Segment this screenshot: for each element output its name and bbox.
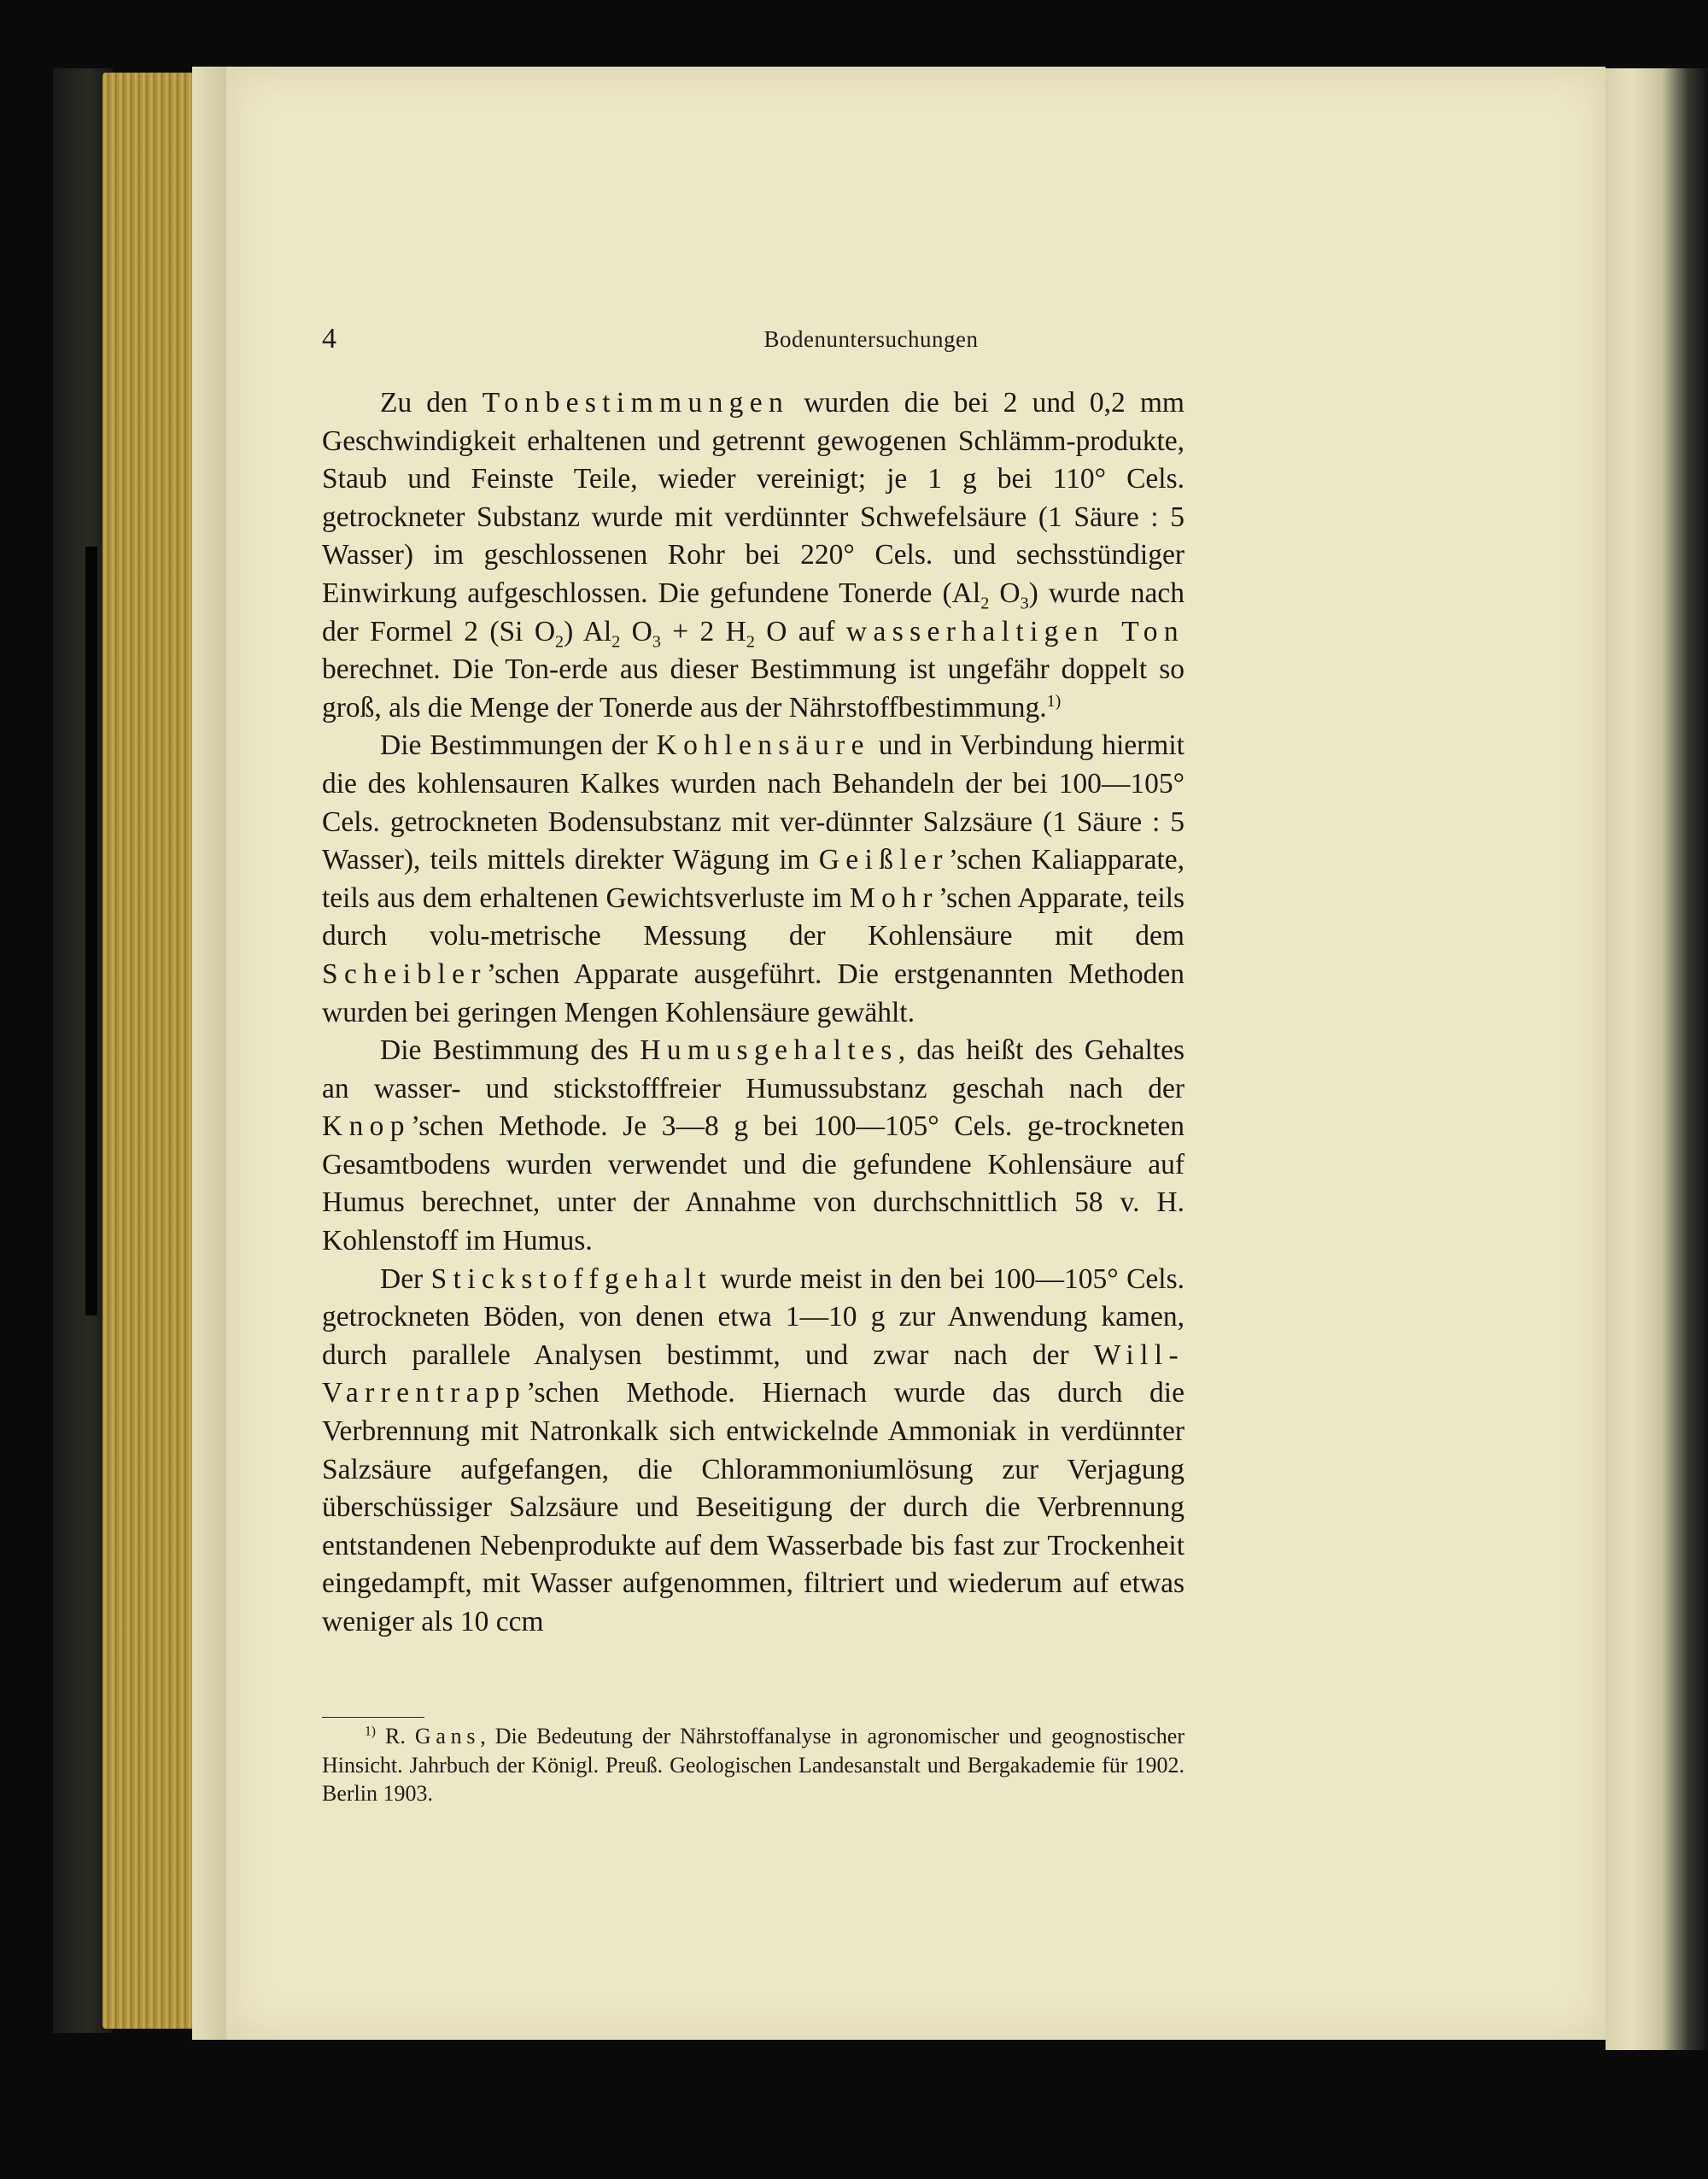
gilt-page-edges bbox=[102, 73, 192, 2029]
emphasis-term: Kohlensäure bbox=[656, 729, 870, 762]
footnote-marker: 1) bbox=[365, 1724, 376, 1739]
page-number: 4 bbox=[322, 323, 336, 354]
page-gutter bbox=[192, 67, 226, 2040]
footnote-divider bbox=[322, 1717, 424, 1718]
emphasis-name: Geißler bbox=[818, 844, 949, 876]
emphasis-name: Will-Varrentrapp bbox=[322, 1338, 1184, 1409]
emphasis-term: Humusgehaltes bbox=[640, 1034, 898, 1067]
spine-shadow bbox=[85, 547, 97, 1315]
footnote: $^{1)}$ R. Gans, Die Bedeutung der Nährstoffanalyse in agronomischer und geognostischer Hinsicht. Jahrbuch der Königl. Preuß. Geologischen Landesanstalt und Bergakademie für 1902. Berlin 1903. bbox=[322, 1724, 1184, 1806]
running-head bbox=[0, 323, 1708, 357]
body-text bbox=[322, 384, 1184, 1642]
paragraph-stickstoffgehalt: Der Stickstoffgehalt wurde meist in den bei 100—105° Cels. getrockneten Böden, von denen etwa 1—10 g zur Anwendung kamen, durch parallele Analysen bestimmt, und zwar nach der Will-Varrentrapp’schen Methode. Hiernach wurde das durch die Verbrennung mit Natronkalk sich entwickelnde Ammoniak in verdünnter Salzsäure aufgefangen, die Chlorammoniumlösung zur Verjagung überschüssiger Salzsäure und Beseitigung der durch die Verbrennung entstandenen Nebenprodukte auf dem Wasserbade bis fast zur Trockenheit eingedampft, mit Wasser aufgenommen, filtriert und wiederum auf etwas weniger als 10 ccm bbox=[322, 1262, 1184, 1637]
emphasis-name: Scheibler bbox=[322, 958, 487, 990]
footnote-reference[interactable]: 1) bbox=[1046, 691, 1062, 711]
paragraph-tonbestimmungen: Zu den Tonbestimmungen wurden die bei 2 und 0,2 mm Geschwindigkeit erhaltenen und getrennt gewogenen Schlämm-produkte, Staub und Feinste Teile, wieder vereinigt; je 1 g bei 110° Cels. getrockneter Substanz wurde mit verdünnter Schwefelsäure (1 Säure : 5 Wasser) im geschlossenen Rohr bei 220° Cels. und sechsstündiger Einwirkung aufgeschlossen. Die gefundene Tonerde ($Al_2$ $O_3$) wurde nach der Formel 2 (Si $O_2$) $Al_2$ $O_3 + 2$ $H_2$ O auf wasserhaltigen Ton berechnet. Die Ton-erde aus dieser Bestimmung ist ungefähr doppelt so groß, als die Menge der Tonerde aus der Nährstoffbestimmung.$^{1)}$ bbox=[322, 387, 1185, 723]
emphasis-name: Knop bbox=[322, 1110, 411, 1143]
emphasis-name: Mohr bbox=[849, 882, 939, 914]
emphasis-term: wasserhaltigen Ton bbox=[845, 615, 1185, 647]
paragraph-kohlensaeure: Die Bestimmungen der Kohlensäure und in Verbindung hiermit die des kohlensauren Kalkes wurden nach Behandeln der bei 100—105° Cels. getrockneten Bodensubstanz mit ver-dünnter Salzsäure (1 Säure : 5 Wasser), teils mittels direkter Wägung im Geißler’schen Kaliapparate, teils aus dem erhaltenen Gewichtsverluste im Mohr’schen Apparate, teils durch volu-metrische Messung der Kohlensäure mit dem Scheibler’schen Apparate ausgeführt. Die erstgenannten Methoden wurden bei geringen Mengen Kohlensäure gewählt. bbox=[322, 729, 1184, 1028]
emphasis-term: Tonbestimmungen bbox=[482, 387, 790, 419]
footnote-author: Gans bbox=[414, 1724, 481, 1748]
running-title: Bodenuntersuchungen bbox=[763, 326, 979, 352]
emphasis-term: Stickstoffgehalt bbox=[430, 1262, 713, 1295]
facing-page-edge bbox=[1606, 68, 1708, 2050]
paragraph-humusgehalt: Die Bestimmung des Humusgehaltes, das heißt des Gehaltes an wasser- und stickstofffreier Humussubstanz geschah nach der Knop’schen Methode. Je 3—8 g bei 100—105° Cels. ge-trockneten Gesamtbodens wurden verwendet und die gefundene Kohlensäure auf Humus berechnet, unter der Annahme von durchschnittlich 58 v. H. Kohlenstoff im Humus. bbox=[322, 1034, 1184, 1257]
